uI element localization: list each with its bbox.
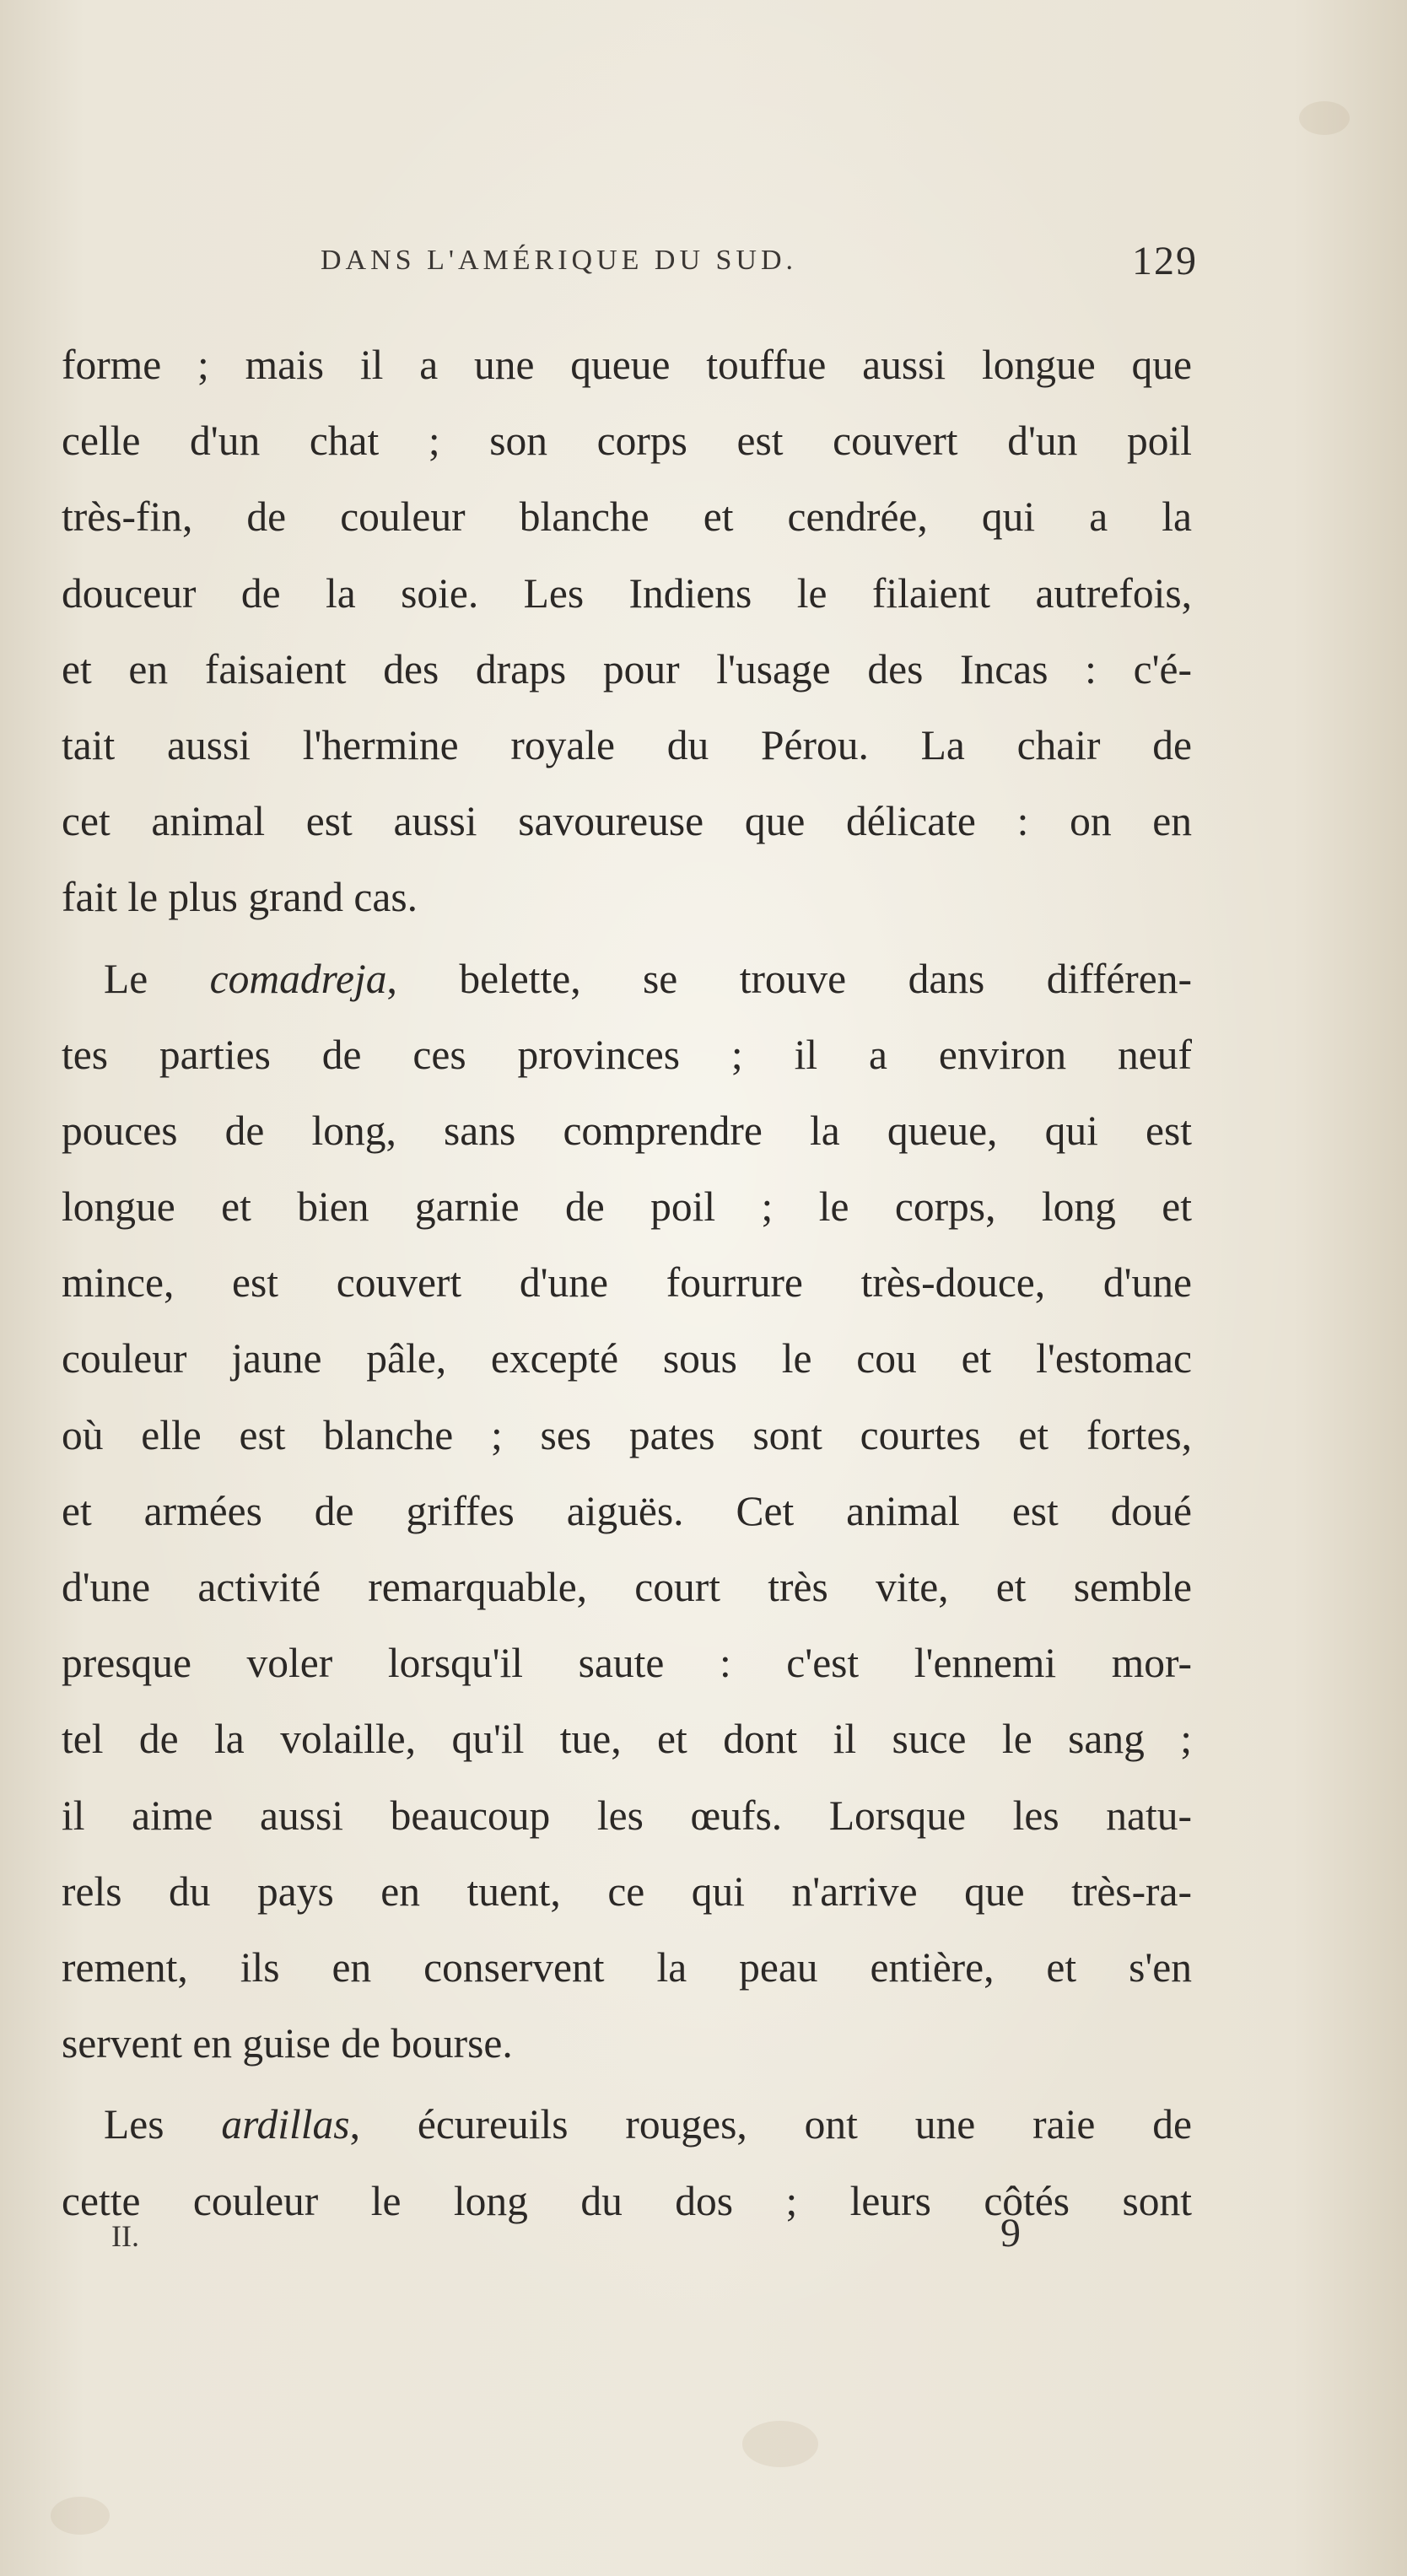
text-line: où elle est blanche ; ses pates sont courtes et fortes, (62, 1411, 1192, 1458)
text-line: et armées de griffes aiguës. Cet animal est doué (62, 1487, 1192, 1534)
foxing-spot (1299, 101, 1350, 135)
text-line: tait aussi l'hermine royale du Pérou. La chair de (62, 721, 1192, 768)
signature-mark: II. (111, 2219, 139, 2253)
text-line: couleur jaune pâle, excepté sous le cou et l'estomac (62, 1335, 1192, 1382)
text-line: rement, ils en conservent la peau entière, et s'en (62, 1943, 1192, 1991)
text-line: presque voler lorsqu'il saute : c'est l'ennemi mor- (62, 1640, 1192, 1687)
italic-term: ardillas (221, 2101, 350, 2148)
text-line: très-fin, de couleur blanche et cendrée, qui a la (62, 493, 1192, 541)
text-line: d'une activité remarquable, court très vite, et semble (62, 1564, 1192, 1610)
sheet-number: 9 (1000, 2211, 1021, 2255)
text-line: forme ; mais il a une queue touffue aussi longue que (62, 342, 1192, 388)
text-line: servent en guise de bourse. (62, 2020, 513, 2067)
foxing-spot (51, 2497, 110, 2535)
page-header (321, 238, 1206, 297)
text-line: cette couleur le long du dos ; leurs côtés sont (62, 2177, 1192, 2224)
text-line: il aime aussi beaucoup les œufs. Lorsque les natu- (62, 1792, 1192, 1839)
body-text (62, 327, 1192, 2239)
text-line: rels du pays en tuent, ce qui n'arrive que très-ra- (62, 1867, 1192, 1915)
text-line: longue et bien garnie de poil ; le corps, long et (62, 1183, 1192, 1231)
text-line: cet animal est aussi savoureuse que délicate : on en (62, 798, 1192, 845)
text-line: Le comadreja, belette, se trouve dans différen- (104, 955, 1192, 1002)
text-line: Les ardillas, écureuils rouges, ont une raie de (104, 2101, 1192, 2148)
text-line: fait le plus grand cas. (62, 874, 418, 921)
text-line: douceur de la soie. Les Indiens le filaient autrefois, (62, 569, 1192, 617)
text-line: tes parties de ces provinces ; il a environ neuf (62, 1031, 1192, 1078)
text-line: pouces de long, sans comprendre la queue, qui est (62, 1107, 1192, 1154)
text-line: mince, est couvert d'une fourrure très-douce, d'une (62, 1259, 1192, 1307)
text-line: et en faisaient des draps pour l'usage des Incas : c'é- (62, 645, 1192, 693)
text-line: celle d'un chat ; son corps est couvert d'un poil (62, 418, 1192, 465)
foxing-spot (742, 2421, 818, 2467)
italic-term: comadreja (209, 955, 387, 1002)
running-head: DANS L'AMÉRIQUE DU SUD. (321, 245, 798, 276)
text-line: tel de la volaille, qu'il tue, et dont il suce le sang ; (62, 1716, 1192, 1763)
page-number: 129 (1132, 239, 1198, 283)
